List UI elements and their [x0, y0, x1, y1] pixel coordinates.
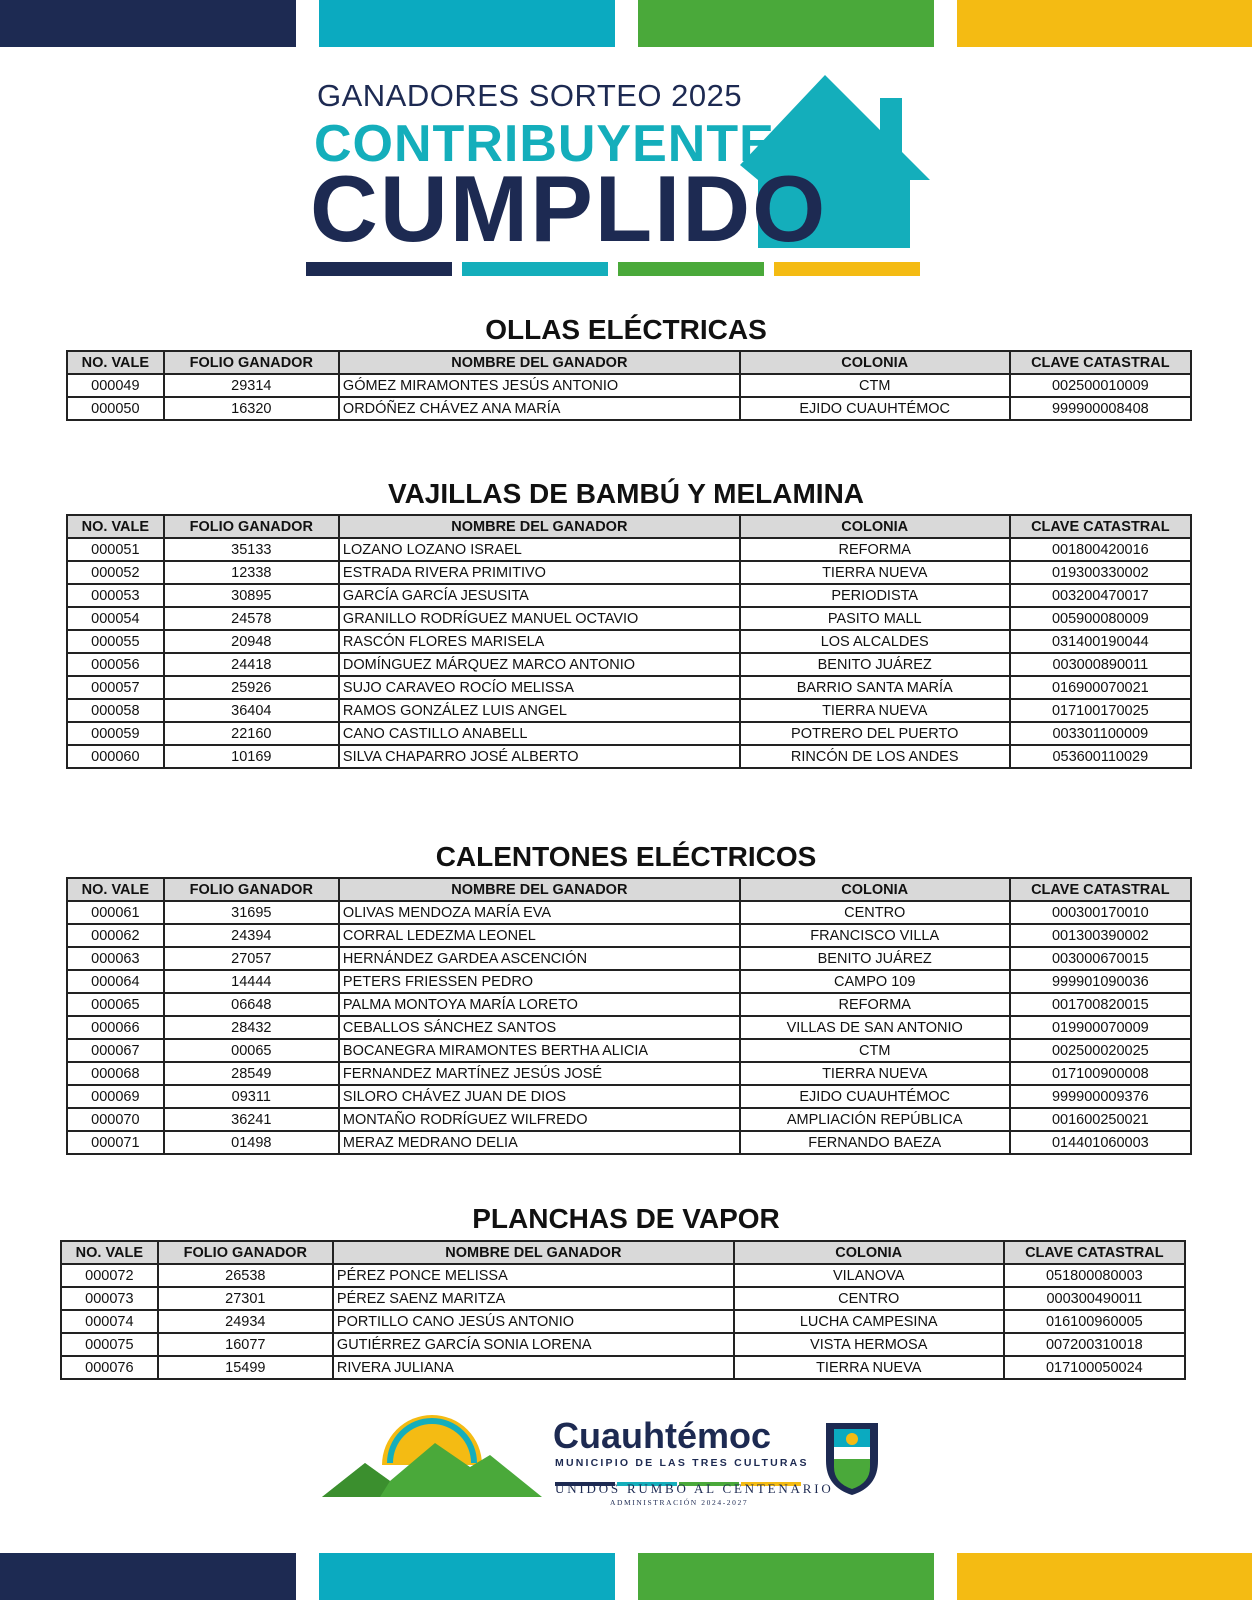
table-row	[67, 745, 1191, 768]
name-cell: PÉREZ PONCE MELISSA	[333, 1264, 734, 1287]
table-row	[61, 1333, 1185, 1356]
table-row	[67, 1039, 1191, 1062]
clave-cell: 002500010009	[1010, 374, 1191, 397]
header-logo	[300, 70, 960, 290]
name-cell: SILVA CHAPARRO JOSÉ ALBERTO	[339, 745, 740, 768]
folio-cell: 06648	[164, 993, 339, 1016]
bottom-bar-green	[638, 1553, 934, 1600]
folio-cell: 29314	[164, 374, 339, 397]
colonia-cell: FRANCISCO VILLA	[740, 924, 1010, 947]
vale-cell: 000070	[67, 1108, 164, 1131]
header-subtitle: GANADORES SORTEO 2025	[317, 78, 743, 113]
name-cell: CORRAL LEDEZMA LEONEL	[339, 924, 740, 947]
table-header-row	[67, 515, 1191, 538]
clave-cell: 001800420016	[1010, 538, 1191, 561]
top-bar-yellow	[957, 0, 1252, 47]
clave-cell: 005900080009	[1010, 607, 1191, 630]
header-line1: CONTRIBUYENTE	[314, 115, 775, 173]
clave-cell: 001700820015	[1010, 993, 1191, 1016]
folio-cell: 16077	[158, 1333, 333, 1356]
column-header: CLAVE CATASTRAL	[1010, 351, 1191, 374]
name-cell: RAMOS GONZÁLEZ LUIS ANGEL	[339, 699, 740, 722]
colonia-cell: TIERRA NUEVA	[734, 1356, 1004, 1379]
vale-cell: 000073	[61, 1287, 158, 1310]
colonia-cell: EJIDO CUAUHTÉMOC	[740, 1085, 1010, 1108]
vale-cell: 000054	[67, 607, 164, 630]
clave-cell: 002500020025	[1010, 1039, 1191, 1062]
folio-cell: 01498	[164, 1131, 339, 1154]
table-header-row	[67, 878, 1191, 901]
name-cell: GUTIÉRREZ GARCÍA SONIA LORENA	[333, 1333, 734, 1356]
clave-cell: 019900070009	[1010, 1016, 1191, 1039]
name-cell: LOZANO LOZANO ISRAEL	[339, 538, 740, 561]
winners-table	[66, 514, 1192, 769]
name-cell: CANO CASTILLO ANABELL	[339, 722, 740, 745]
table-row	[67, 1131, 1191, 1154]
name-cell: DOMÍNGUEZ MÁRQUEZ MARCO ANTONIO	[339, 653, 740, 676]
colonia-cell: VILLAS DE SAN ANTONIO	[740, 1016, 1010, 1039]
name-cell: RASCÓN FLORES MARISELA	[339, 630, 740, 653]
column-header: NO. VALE	[61, 1241, 158, 1264]
vale-cell: 000067	[67, 1039, 164, 1062]
table-row	[67, 630, 1191, 653]
folio-cell: 20948	[164, 630, 339, 653]
vale-cell: 000069	[67, 1085, 164, 1108]
header-line2: CUMPLIDO	[310, 156, 828, 261]
folio-cell: 12338	[164, 561, 339, 584]
clave-cell: 017100170025	[1010, 699, 1191, 722]
folio-cell: 36241	[164, 1108, 339, 1131]
clave-cell: 016900070021	[1010, 676, 1191, 699]
colonia-cell: REFORMA	[740, 538, 1010, 561]
vale-cell: 000068	[67, 1062, 164, 1085]
table-row	[67, 699, 1191, 722]
mountains-sun-icon	[320, 1405, 545, 1505]
table-row	[67, 374, 1191, 397]
clave-cell: 003000890011	[1010, 653, 1191, 676]
clave-cell: 016100960005	[1004, 1310, 1185, 1333]
section-title: PLANCHAS DE VAPOR	[472, 1203, 780, 1234]
clave-cell: 017100900008	[1010, 1062, 1191, 1085]
folio-cell: 31695	[164, 901, 339, 924]
colonia-cell: VISTA HERMOSA	[734, 1333, 1004, 1356]
table-row	[67, 676, 1191, 699]
winners-table	[66, 350, 1192, 421]
table-row	[67, 1062, 1191, 1085]
name-cell: PÉREZ SAENZ MARITZA	[333, 1287, 734, 1310]
column-header: NOMBRE DEL GANADOR	[339, 515, 740, 538]
name-cell: PALMA MONTOYA MARÍA LORETO	[339, 993, 740, 1016]
clave-cell: 999900009376	[1010, 1085, 1191, 1108]
column-header: NO. VALE	[67, 515, 164, 538]
clave-cell: 007200310018	[1004, 1333, 1185, 1356]
vale-cell: 000065	[67, 993, 164, 1016]
colonia-cell: LOS ALCALDES	[740, 630, 1010, 653]
clave-cell: 017100050024	[1004, 1356, 1185, 1379]
name-cell: ESTRADA RIVERA PRIMITIVO	[339, 561, 740, 584]
clave-cell: 003000670015	[1010, 947, 1191, 970]
column-header: FOLIO GANADOR	[164, 351, 339, 374]
name-cell: ORDÓÑEZ CHÁVEZ ANA MARÍA	[339, 397, 740, 420]
clave-cell: 999901090036	[1010, 970, 1191, 993]
table-header-row	[67, 351, 1191, 374]
folio-cell: 30895	[164, 584, 339, 607]
clave-cell: 001600250021	[1010, 1108, 1191, 1131]
table-row	[67, 722, 1191, 745]
name-cell: SILORO CHÁVEZ JUAN DE DIOS	[339, 1085, 740, 1108]
section-title: VAJILLAS DE BAMBÚ Y MELAMINA	[387, 478, 865, 509]
coat-of-arms-icon	[820, 1417, 884, 1497]
colonia-cell: CTM	[740, 374, 1010, 397]
column-header: COLONIA	[740, 878, 1010, 901]
bottom-bar-yellow	[957, 1553, 1252, 1600]
top-bar-teal	[319, 0, 615, 47]
vale-cell: 000075	[61, 1333, 158, 1356]
folio-cell: 24934	[158, 1310, 333, 1333]
vale-cell: 000071	[67, 1131, 164, 1154]
colonia-cell: CENTRO	[740, 901, 1010, 924]
colonia-cell: PASITO MALL	[740, 607, 1010, 630]
folio-cell: 24394	[164, 924, 339, 947]
folio-cell: 28549	[164, 1062, 339, 1085]
colonia-cell: TIERRA NUEVA	[740, 699, 1010, 722]
name-cell: RIVERA JULIANA	[333, 1356, 734, 1379]
colonia-cell: AMPLIACIÓN REPÚBLICA	[740, 1108, 1010, 1131]
footer-slogan: UNIDOS RUMBO AL CENTENARIO	[555, 1481, 834, 1496]
name-cell: OLIVAS MENDOZA MARÍA EVA	[339, 901, 740, 924]
table-row	[61, 1310, 1185, 1333]
colonia-cell: RINCÓN DE LOS ANDES	[740, 745, 1010, 768]
vale-cell: 000072	[61, 1264, 158, 1287]
column-header: FOLIO GANADOR	[164, 878, 339, 901]
folio-cell: 10169	[164, 745, 339, 768]
colonia-cell: TIERRA NUEVA	[740, 561, 1010, 584]
name-cell: HERNÁNDEZ GARDEA ASCENCIÓN	[339, 947, 740, 970]
bottom-bar-teal	[319, 1553, 615, 1600]
column-header: NO. VALE	[67, 351, 164, 374]
table-row	[67, 397, 1191, 420]
top-bar-green	[638, 0, 934, 47]
folio-cell: 24418	[164, 653, 339, 676]
colonia-cell: CAMPO 109	[740, 970, 1010, 993]
footer-title: Cuauhtémoc	[553, 1415, 772, 1456]
colonia-cell: CTM	[740, 1039, 1010, 1062]
colonia-cell: FERNANDO BAEZA	[740, 1131, 1010, 1154]
vale-cell: 000060	[67, 745, 164, 768]
colonia-cell: EJIDO CUAUHTÉMOC	[740, 397, 1010, 420]
winners-table	[66, 877, 1192, 1155]
clave-cell: 003200470017	[1010, 584, 1191, 607]
table-row	[67, 970, 1191, 993]
clave-cell: 031400190044	[1010, 630, 1191, 653]
vale-cell: 000062	[67, 924, 164, 947]
name-cell: MONTAÑO RODRÍGUEZ WILFREDO	[339, 1108, 740, 1131]
vale-cell: 000052	[67, 561, 164, 584]
folio-cell: 00065	[164, 1039, 339, 1062]
vale-cell: 000053	[67, 584, 164, 607]
name-cell: CEBALLOS SÁNCHEZ SANTOS	[339, 1016, 740, 1039]
folio-cell: 35133	[164, 538, 339, 561]
vale-cell: 000063	[67, 947, 164, 970]
table-row	[61, 1287, 1185, 1310]
folio-cell: 16320	[164, 397, 339, 420]
table-row	[67, 1108, 1191, 1131]
vale-cell: 000056	[67, 653, 164, 676]
clave-cell: 003301100009	[1010, 722, 1191, 745]
folio-cell: 22160	[164, 722, 339, 745]
footer-admin: ADMINISTRACIÓN 2024-2027	[610, 1498, 749, 1507]
winners-table	[60, 1240, 1186, 1380]
name-cell: BOCANEGRA MIRAMONTES BERTHA ALICIA	[339, 1039, 740, 1062]
column-header: NOMBRE DEL GANADOR	[339, 351, 740, 374]
colonia-cell: LUCHA CAMPESINA	[734, 1310, 1004, 1333]
vale-cell: 000074	[61, 1310, 158, 1333]
clave-cell: 999900008408	[1010, 397, 1191, 420]
column-header: FOLIO GANADOR	[158, 1241, 333, 1264]
vale-cell: 000057	[67, 676, 164, 699]
table-row	[67, 1085, 1191, 1108]
colonia-cell: VILANOVA	[734, 1264, 1004, 1287]
table-row	[67, 993, 1191, 1016]
folio-cell: 15499	[158, 1356, 333, 1379]
folio-cell: 25926	[164, 676, 339, 699]
table-row	[67, 653, 1191, 676]
table-row	[67, 1016, 1191, 1039]
vale-cell: 000050	[67, 397, 164, 420]
table-row	[67, 584, 1191, 607]
table-row	[67, 607, 1191, 630]
clave-cell: 053600110029	[1010, 745, 1191, 768]
header-stripes	[306, 262, 930, 281]
table-row	[67, 901, 1191, 924]
vale-cell: 000076	[61, 1356, 158, 1379]
vale-cell: 000051	[67, 538, 164, 561]
table-row	[67, 561, 1191, 584]
column-header: NOMBRE DEL GANADOR	[339, 878, 740, 901]
clave-cell: 019300330002	[1010, 561, 1191, 584]
colonia-cell: REFORMA	[740, 993, 1010, 1016]
vale-cell: 000064	[67, 970, 164, 993]
folio-cell: 26538	[158, 1264, 333, 1287]
column-header: CLAVE CATASTRAL	[1010, 878, 1191, 901]
table-row	[67, 538, 1191, 561]
vale-cell: 000049	[67, 374, 164, 397]
folio-cell: 09311	[164, 1085, 339, 1108]
vale-cell: 000066	[67, 1016, 164, 1039]
clave-cell: 014401060003	[1010, 1131, 1191, 1154]
section-title: CALENTONES ELÉCTRICOS	[435, 841, 817, 872]
vale-cell: 000055	[67, 630, 164, 653]
vale-cell: 000058	[67, 699, 164, 722]
section-title: OLLAS ELÉCTRICAS	[485, 314, 767, 345]
name-cell: PETERS FRIESSEN PEDRO	[339, 970, 740, 993]
name-cell: GARCÍA GARCÍA JESUSITA	[339, 584, 740, 607]
column-header: COLONIA	[740, 351, 1010, 374]
name-cell: GÓMEZ MIRAMONTES JESÚS ANTONIO	[339, 374, 740, 397]
clave-cell: 000300490011	[1004, 1287, 1185, 1310]
name-cell: SUJO CARAVEO ROCÍO MELISSA	[339, 676, 740, 699]
colonia-cell: PERIODISTA	[740, 584, 1010, 607]
folio-cell: 36404	[164, 699, 339, 722]
name-cell: GRANILLO RODRÍGUEZ MANUEL OCTAVIO	[339, 607, 740, 630]
table-header-row	[61, 1241, 1185, 1264]
clave-cell: 001300390002	[1010, 924, 1191, 947]
vale-cell: 000061	[67, 901, 164, 924]
column-header: COLONIA	[734, 1241, 1004, 1264]
colonia-cell: BARRIO SANTA MARÍA	[740, 676, 1010, 699]
folio-cell: 14444	[164, 970, 339, 993]
name-cell: MERAZ MEDRANO DELIA	[339, 1131, 740, 1154]
column-header: FOLIO GANADOR	[164, 515, 339, 538]
colonia-cell: BENITO JUÁREZ	[740, 653, 1010, 676]
footer-logo	[320, 1405, 920, 1515]
clave-cell: 051800080003	[1004, 1264, 1185, 1287]
name-cell: FERNANDEZ MARTÍNEZ JESÚS JOSÉ	[339, 1062, 740, 1085]
table-row	[67, 947, 1191, 970]
folio-cell: 27057	[164, 947, 339, 970]
colonia-cell: TIERRA NUEVA	[740, 1062, 1010, 1085]
clave-cell: 000300170010	[1010, 901, 1191, 924]
column-header: NO. VALE	[67, 878, 164, 901]
footer-subtitle: MUNICIPIO DE LAS TRES CULTURAS	[555, 1457, 809, 1469]
colonia-cell: BENITO JUÁREZ	[740, 947, 1010, 970]
vale-cell: 000059	[67, 722, 164, 745]
column-header: COLONIA	[740, 515, 1010, 538]
table-row	[61, 1264, 1185, 1287]
colonia-cell: CENTRO	[734, 1287, 1004, 1310]
bottom-bar-navy	[0, 1553, 296, 1600]
column-header: NOMBRE DEL GANADOR	[333, 1241, 734, 1264]
table-row	[61, 1356, 1185, 1379]
top-bar-navy	[0, 0, 296, 47]
folio-cell: 27301	[158, 1287, 333, 1310]
column-header: CLAVE CATASTRAL	[1004, 1241, 1185, 1264]
column-header: CLAVE CATASTRAL	[1010, 515, 1191, 538]
folio-cell: 24578	[164, 607, 339, 630]
name-cell: PORTILLO CANO JESÚS ANTONIO	[333, 1310, 734, 1333]
folio-cell: 28432	[164, 1016, 339, 1039]
colonia-cell: POTRERO DEL PUERTO	[740, 722, 1010, 745]
table-row	[67, 924, 1191, 947]
